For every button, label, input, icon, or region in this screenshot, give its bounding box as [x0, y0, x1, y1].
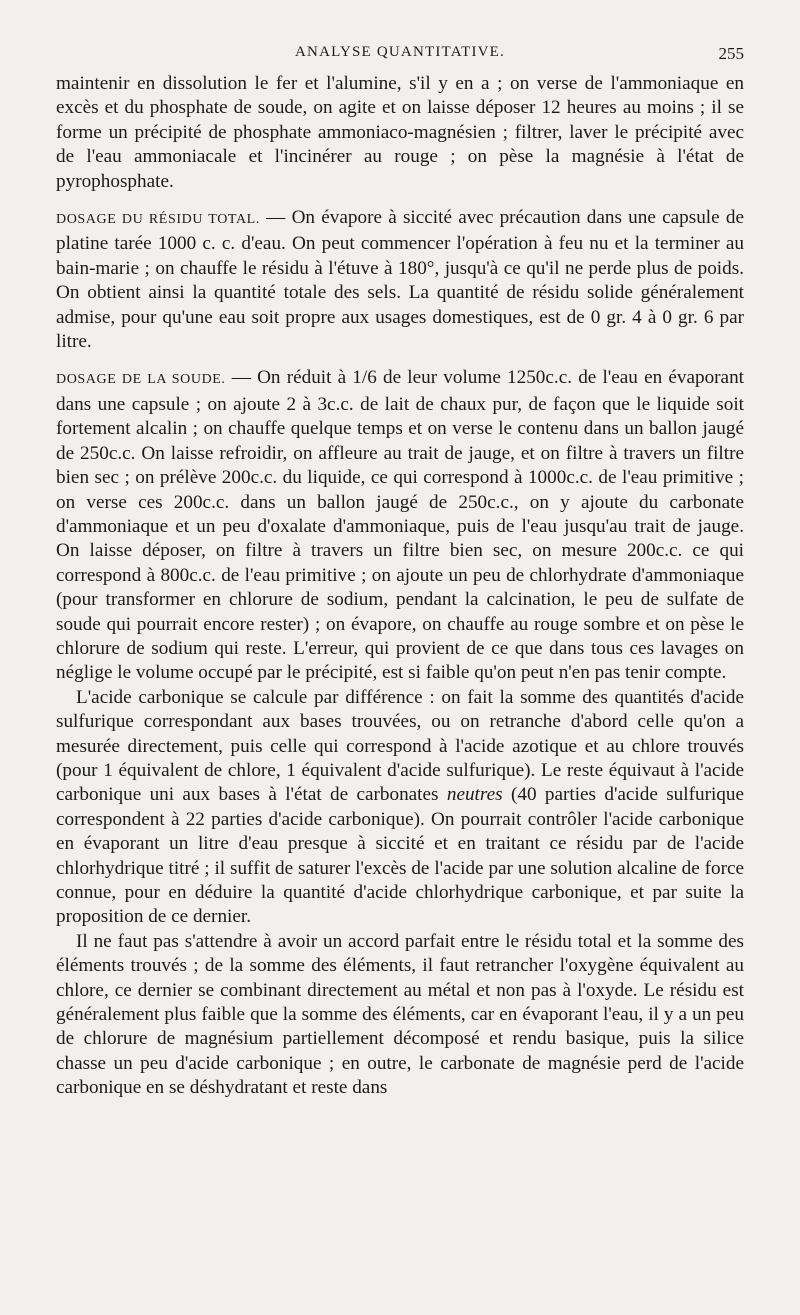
paragraph-text: L'acide carbonique se calcule par différence : on fait la somme des quantités d'acide sulfurique correspondant aux bases trouvées, ou on retranche d'abord celle qu'on a mesurée directement, puis celle qui correspond à l'acide azotique et au chlore trouvés (pour 1 équivalent de chlore, 1 équivalent d'acide sulfurique). Le reste équivaut à l'acide carbonique uni aux bases à l'état de carbonates — [56, 686, 744, 806]
paragraph-text: Il ne faut pas s'attendre à avoir un accord parfait entre le résidu total et la somme des éléments trouvés ; de la somme des éléments, il faut retrancher l'oxygène équivalent au chlore, ce dernier se combinant directement au métal et non pas à l'oxyde. Le résidu est généralement plus faible que la somme des éléments, car en évaporant l'eau, il y a un peu de chlorure de magnésium partiellement décomposé et rendu basique, puis la silice chasse un peu d'acide carbonique ; en outre, le carbonate de magnésie perd de l'acide carbonique en se déshydratant et reste dans — [56, 930, 744, 1099]
italic-term: neutres — [446, 784, 503, 806]
paragraph-acide-carbonique — [56, 686, 744, 930]
paragraph-text: — On réduit à 1/6 de leur volume 1250c.c. de l'eau en évaporant dans une capsule ; on ajoute 2 à 3c.c. de lait de chaux pur, de façon que le liquide soit fortement alcalin ; on chauffe quelque temps et on verse le contenu dans un ballon jaugé de 250c.c. On laisse refroidir, on affleure au trait de jauge, et on filtre à travers un filtre bien sec ; on prélève 200c.c. du liquide, ce qui correspond à 1000c.c. de l'eau primitive ; on verse ces 200c.c. dans un ballon jaugé de 250c.c., on y ajoute du carbonate d'ammoniaque et un peu d'oxalate d'ammoniaque, puis de l'eau jusqu'au trait de jauge. On laisse déposer, on filtre à travers un filtre bien sec, on mesure 200c.c. ce qui correspond à 800c.c. de l'eau primitive ; on ajoute un peu de chlorhydrate d'ammoniaque (pour transformer en chlorure de sodium, pendant la calcination, le peu de sulfate de soude qui pourrait encore rester) ; on évapore, on chauffe au rouge sombre et on pèse le chlorure de sodium qui reste. L'erreur, qui provient de ce que dans tous ces lavages on néglige le volume occupé par le précipité, est si faible qu'on peut n'en pas tenir compte. — [56, 367, 744, 684]
paragraph-text: (40 parties d'acide sulfurique correspondent à 22 parties d'acide carbonique). On pourrait contrôler l'acide carbonique en évaporant un litre d'eau presque à siccité et en traitant ce résidu par de l'acide chlorhydrique titré ; il suffit de saturer l'excès de l'acide par une solution alcaline de force connue, pour en déduire la quantité d'acide chlorhydrique carbonique, et par suite la proposition de ce dernier. — [56, 784, 745, 928]
page-number: 255 — [718, 44, 744, 63]
paragraph-magnesie — [56, 72, 744, 194]
paragraph-text: maintenir en dissolution le fer et l'alumine, s'il y en a ; on verse de l'ammoniaque en excès et du phosphate de soude, on agite et on laisse déposer 12 heures au moins ; il se forme un précipité de phosphate ammoniaco-magnésien ; filtrer, laver le précipité avec de l'eau ammoniacale et l'incinérer au rouge ; on pèse la magnésie à l'état de pyrophosphate. — [56, 73, 744, 192]
page-body — [56, 72, 744, 1101]
running-title: ANALYSE QUANTITATIVE. — [295, 44, 505, 60]
section-heading: DOSAGE DE LA SOUDE. — [56, 372, 226, 388]
page-header — [56, 44, 744, 72]
section-heading: DOSAGE DU RÉSIDU TOTAL. — [56, 212, 260, 228]
paragraph-accord — [56, 930, 744, 1101]
paragraph-residu-total — [56, 206, 744, 354]
paragraph-text: — On évapore à siccité avec précaution dans une capsule de platine tarée 1000 c. c. d'eau. On peut commencer l'opération à feu nu et la terminer au bain-marie ; on chauffe le résidu à l'étuve à 180°, jusqu'à ce qu'il ne perde plus de poids. On obtient ainsi la quantité totale des sels. La quantité de résidu solide généralement admise, pour qu'une eau soit propre aux usages domestiques, est de 0 gr. 4 à 0 gr. 6 par litre. — [56, 207, 744, 353]
paragraph-soude — [56, 366, 744, 685]
